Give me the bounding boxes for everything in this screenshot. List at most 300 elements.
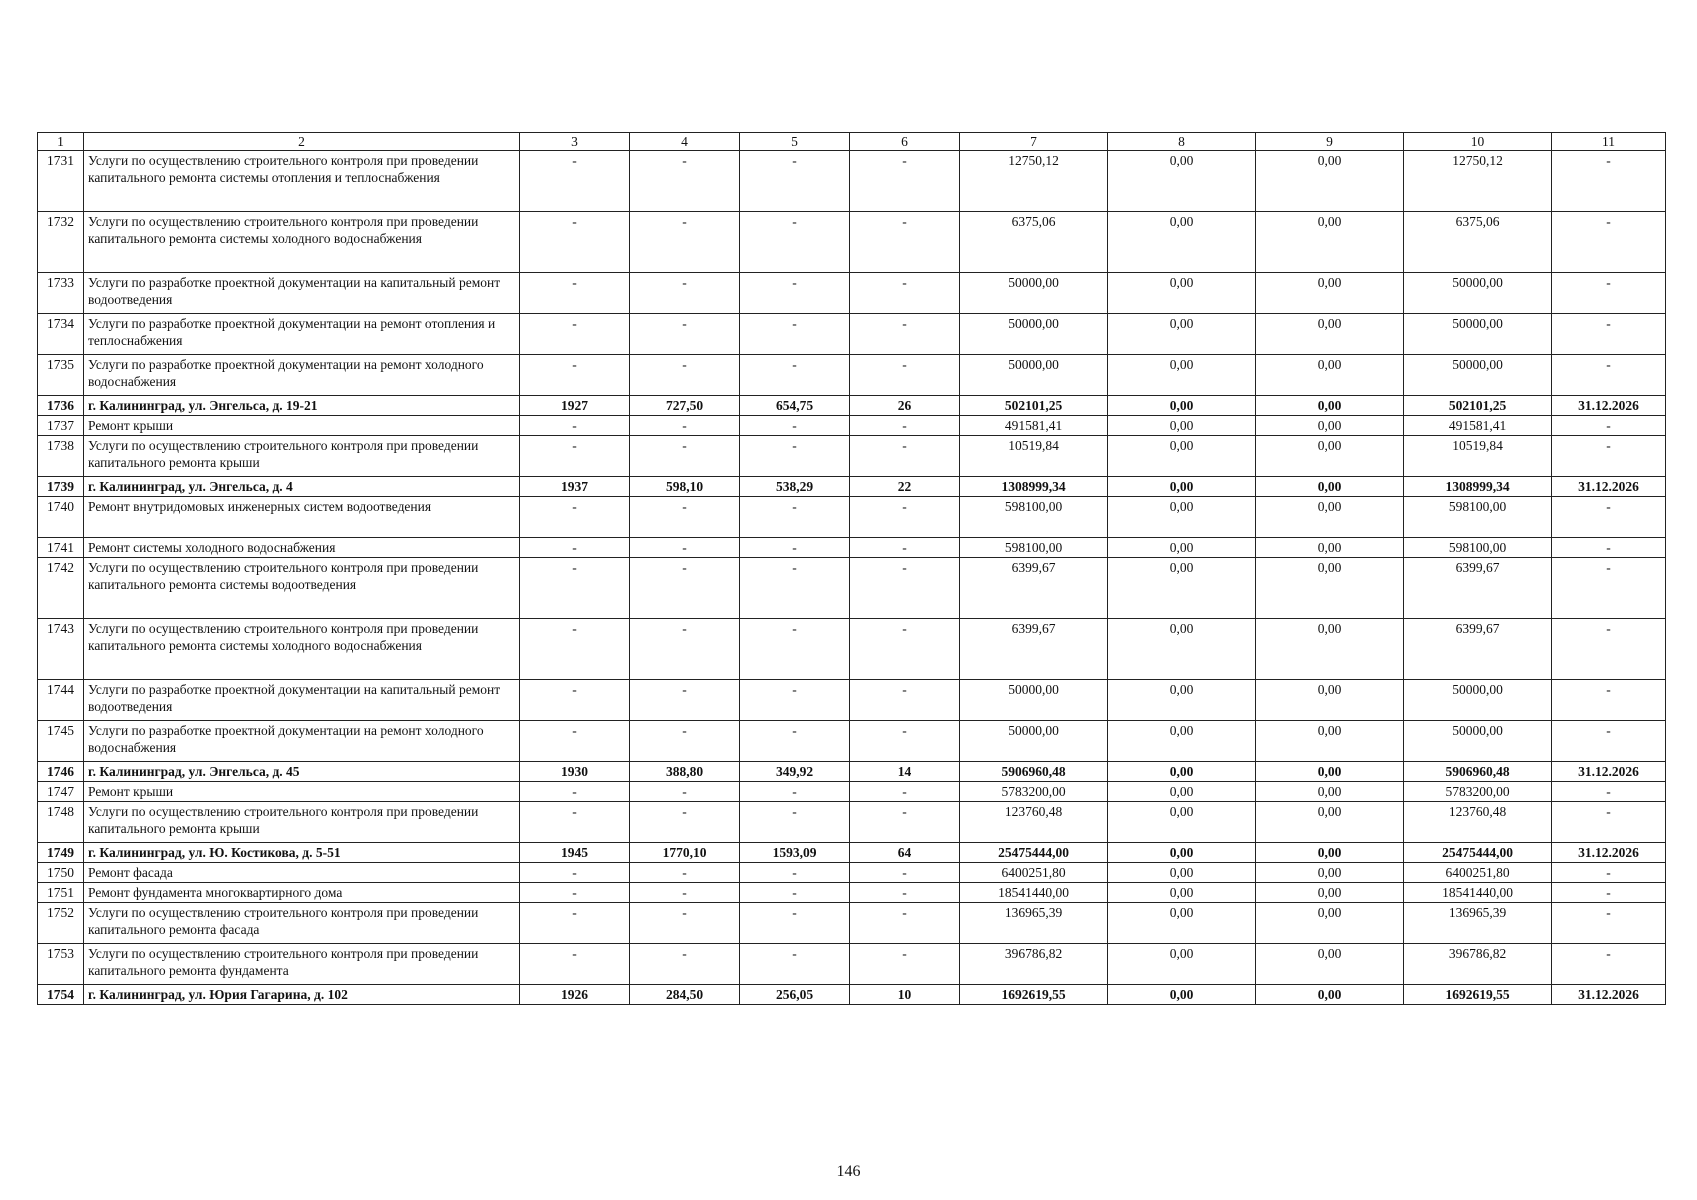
total-cost: 12750,12 [960,151,1108,212]
total-cost: 123760,48 [960,802,1108,843]
row-number: 1742 [38,558,84,619]
total-cost: 50000,00 [960,355,1108,396]
owner-cost: 123760,48 [1404,802,1552,843]
completion-date: - [1552,558,1666,619]
living-area: - [740,558,850,619]
work-row [38,619,1666,680]
total-area: - [630,416,740,436]
work-description: Услуги по разработке проектной документации на ремонт отопления и теплоснабжения [84,314,520,355]
year-built: 1927 [520,396,630,416]
year-built: - [520,212,630,273]
work-row [38,436,1666,477]
other-cost: 0,00 [1256,782,1404,802]
residents: 14 [850,762,960,782]
work-description: г. Калининград, ул. Энгельса, д. 19-21 [84,396,520,416]
completion-date: - [1552,721,1666,762]
other-cost: 0,00 [1256,355,1404,396]
living-area: - [740,944,850,985]
other-cost: 0,00 [1256,497,1404,538]
work-row [38,355,1666,396]
work-description: Ремонт системы холодного водоснабжения [84,538,520,558]
row-number: 1743 [38,619,84,680]
completion-date: - [1552,782,1666,802]
work-description: г. Калининград, ул. Энгельса, д. 4 [84,477,520,497]
owner-cost: 502101,25 [1404,396,1552,416]
living-area: - [740,273,850,314]
row-number: 1738 [38,436,84,477]
work-row [38,314,1666,355]
owner-cost: 10519,84 [1404,436,1552,477]
fund-cost: 0,00 [1108,762,1256,782]
other-cost: 0,00 [1256,314,1404,355]
residents: - [850,314,960,355]
residents: - [850,883,960,903]
column-number: 4 [630,133,740,151]
total-cost: 5906960,48 [960,762,1108,782]
residents: - [850,355,960,396]
total-area: - [630,802,740,843]
completion-date: - [1552,416,1666,436]
work-description: г. Калининград, ул. Юрия Гагарина, д. 102 [84,985,520,1005]
fund-cost: 0,00 [1108,477,1256,497]
year-built: - [520,497,630,538]
owner-cost: 6400251,80 [1404,863,1552,883]
total-cost: 598100,00 [960,538,1108,558]
completion-date: - [1552,314,1666,355]
row-number: 1745 [38,721,84,762]
work-description: Ремонт крыши [84,416,520,436]
owner-cost: 50000,00 [1404,680,1552,721]
year-built: - [520,619,630,680]
total-cost: 50000,00 [960,680,1108,721]
total-area: - [630,721,740,762]
total-cost: 18541440,00 [960,883,1108,903]
row-number: 1736 [38,396,84,416]
total-area: - [630,355,740,396]
owner-cost: 6399,67 [1404,558,1552,619]
completion-date: - [1552,944,1666,985]
other-cost: 0,00 [1256,538,1404,558]
residents: - [850,863,960,883]
row-number: 1753 [38,944,84,985]
living-area: 349,92 [740,762,850,782]
total-area: - [630,497,740,538]
row-number: 1737 [38,416,84,436]
living-area: - [740,782,850,802]
owner-cost: 6375,06 [1404,212,1552,273]
column-number: 8 [1108,133,1256,151]
total-cost: 5783200,00 [960,782,1108,802]
owner-cost: 5783200,00 [1404,782,1552,802]
living-area: - [740,883,850,903]
residents: - [850,619,960,680]
living-area: - [740,680,850,721]
owner-cost: 1692619,55 [1404,985,1552,1005]
total-cost: 1308999,34 [960,477,1108,497]
year-built: - [520,944,630,985]
work-row [38,944,1666,985]
living-area: 654,75 [740,396,850,416]
fund-cost: 0,00 [1108,883,1256,903]
completion-date: 31.12.2026 [1552,762,1666,782]
work-row [38,883,1666,903]
row-number: 1744 [38,680,84,721]
work-row [38,212,1666,273]
other-cost: 0,00 [1256,762,1404,782]
year-built: - [520,273,630,314]
living-area: - [740,802,850,843]
completion-date: - [1552,151,1666,212]
work-description: Услуги по осуществлению строительного контроля при проведении капитального ремонта фасада [84,903,520,944]
column-number: 6 [850,133,960,151]
living-area: - [740,314,850,355]
column-number: 5 [740,133,850,151]
living-area: - [740,721,850,762]
other-cost: 0,00 [1256,396,1404,416]
total-area: - [630,903,740,944]
residents: 26 [850,396,960,416]
completion-date: - [1552,863,1666,883]
total-area: 598,10 [630,477,740,497]
total-area: - [630,863,740,883]
total-area: - [630,782,740,802]
work-row [38,802,1666,843]
work-row [38,538,1666,558]
total-cost: 491581,41 [960,416,1108,436]
residents: - [850,721,960,762]
living-area: - [740,619,850,680]
owner-cost: 50000,00 [1404,314,1552,355]
row-number: 1752 [38,903,84,944]
living-area: - [740,538,850,558]
other-cost: 0,00 [1256,619,1404,680]
fund-cost: 0,00 [1108,416,1256,436]
fund-cost: 0,00 [1108,619,1256,680]
owner-cost: 18541440,00 [1404,883,1552,903]
column-number: 3 [520,133,630,151]
owner-cost: 50000,00 [1404,355,1552,396]
total-area: - [630,619,740,680]
year-built: - [520,883,630,903]
work-description: Услуги по разработке проектной документации на ремонт холодного водоснабжения [84,355,520,396]
fund-cost: 0,00 [1108,802,1256,843]
total-cost: 6375,06 [960,212,1108,273]
living-area: - [740,355,850,396]
residents: - [850,436,960,477]
living-area: - [740,212,850,273]
other-cost: 0,00 [1256,721,1404,762]
year-built: - [520,802,630,843]
fund-cost: 0,00 [1108,782,1256,802]
completion-date: - [1552,355,1666,396]
total-cost: 6399,67 [960,619,1108,680]
row-number: 1740 [38,497,84,538]
other-cost: 0,00 [1256,883,1404,903]
residents: - [850,558,960,619]
living-area: 1593,09 [740,843,850,863]
residents: 10 [850,985,960,1005]
year-built: - [520,538,630,558]
other-cost: 0,00 [1256,944,1404,985]
total-area: 284,50 [630,985,740,1005]
completion-date: - [1552,538,1666,558]
row-number: 1732 [38,212,84,273]
owner-cost: 136965,39 [1404,903,1552,944]
residents: - [850,416,960,436]
work-description: Ремонт фасада [84,863,520,883]
fund-cost: 0,00 [1108,843,1256,863]
total-area: - [630,538,740,558]
work-row [38,416,1666,436]
residents: - [850,538,960,558]
year-built: - [520,436,630,477]
residents: - [850,802,960,843]
row-number: 1749 [38,843,84,863]
completion-date: - [1552,436,1666,477]
work-row [38,151,1666,212]
year-built: - [520,863,630,883]
column-number-row [38,133,1666,151]
address-row [38,843,1666,863]
owner-cost: 598100,00 [1404,497,1552,538]
document-page [37,132,1665,1005]
address-row [38,477,1666,497]
owner-cost: 491581,41 [1404,416,1552,436]
residents: - [850,680,960,721]
fund-cost: 0,00 [1108,721,1256,762]
completion-date: - [1552,680,1666,721]
other-cost: 0,00 [1256,477,1404,497]
residents: - [850,212,960,273]
table-body [38,151,1666,1005]
work-description: Услуги по разработке проектной документации на капитальный ремонт водоотведения [84,680,520,721]
total-area: 727,50 [630,396,740,416]
residents: 22 [850,477,960,497]
living-area: - [740,903,850,944]
row-number: 1750 [38,863,84,883]
other-cost: 0,00 [1256,212,1404,273]
row-number: 1733 [38,273,84,314]
completion-date: 31.12.2026 [1552,985,1666,1005]
year-built: - [520,314,630,355]
living-area: - [740,497,850,538]
completion-date: 31.12.2026 [1552,396,1666,416]
year-built: - [520,903,630,944]
column-number: 10 [1404,133,1552,151]
total-cost: 502101,25 [960,396,1108,416]
fund-cost: 0,00 [1108,355,1256,396]
fund-cost: 0,00 [1108,151,1256,212]
total-area: - [630,151,740,212]
work-row [38,863,1666,883]
living-area: - [740,436,850,477]
living-area: 256,05 [740,985,850,1005]
fund-cost: 0,00 [1108,497,1256,538]
living-area: - [740,416,850,436]
residents: - [850,497,960,538]
fund-cost: 0,00 [1108,558,1256,619]
work-row [38,273,1666,314]
row-number: 1748 [38,802,84,843]
column-number: 9 [1256,133,1404,151]
work-description: Услуги по осуществлению строительного контроля при проведении капитального ремонта системы водоотведения [84,558,520,619]
row-number: 1735 [38,355,84,396]
other-cost: 0,00 [1256,903,1404,944]
fund-cost: 0,00 [1108,436,1256,477]
owner-cost: 50000,00 [1404,721,1552,762]
total-area: - [630,944,740,985]
completion-date: - [1552,903,1666,944]
fund-cost: 0,00 [1108,212,1256,273]
year-built: - [520,416,630,436]
owner-cost: 5906960,48 [1404,762,1552,782]
fund-cost: 0,00 [1108,273,1256,314]
total-area: 388,80 [630,762,740,782]
row-number: 1751 [38,883,84,903]
other-cost: 0,00 [1256,151,1404,212]
other-cost: 0,00 [1256,680,1404,721]
column-number: 7 [960,133,1108,151]
owner-cost: 25475444,00 [1404,843,1552,863]
year-built: - [520,355,630,396]
row-number: 1754 [38,985,84,1005]
owner-cost: 50000,00 [1404,273,1552,314]
work-description: Ремонт фундамента многоквартирного дома [84,883,520,903]
column-number: 11 [1552,133,1666,151]
completion-date: - [1552,497,1666,538]
other-cost: 0,00 [1256,436,1404,477]
fund-cost: 0,00 [1108,396,1256,416]
total-cost: 50000,00 [960,721,1108,762]
work-row [38,497,1666,538]
work-row [38,721,1666,762]
residents: - [850,903,960,944]
fund-cost: 0,00 [1108,863,1256,883]
column-number: 2 [84,133,520,151]
work-row [38,782,1666,802]
work-row [38,903,1666,944]
total-area: - [630,436,740,477]
total-cost: 396786,82 [960,944,1108,985]
work-description: Ремонт внутридомовых инженерных систем водоотведения [84,497,520,538]
year-built: - [520,782,630,802]
year-built: 1930 [520,762,630,782]
total-cost: 25475444,00 [960,843,1108,863]
work-description: Услуги по осуществлению строительного контроля при проведении капитального ремонта крыши [84,436,520,477]
repair-program-table [37,132,1666,1005]
row-number: 1734 [38,314,84,355]
total-cost: 50000,00 [960,273,1108,314]
year-built: - [520,680,630,721]
other-cost: 0,00 [1256,863,1404,883]
fund-cost: 0,00 [1108,944,1256,985]
year-built: 1926 [520,985,630,1005]
other-cost: 0,00 [1256,273,1404,314]
page-number: 146 [836,1163,861,1180]
work-row [38,680,1666,721]
fund-cost: 0,00 [1108,314,1256,355]
year-built: 1937 [520,477,630,497]
total-area: - [630,883,740,903]
owner-cost: 1308999,34 [1404,477,1552,497]
other-cost: 0,00 [1256,558,1404,619]
total-cost: 6399,67 [960,558,1108,619]
total-area: - [630,680,740,721]
residents: 64 [850,843,960,863]
work-description: Услуги по осуществлению строительного контроля при проведении капитального ремонта системы холодного водоснабжения [84,212,520,273]
work-description: г. Калининград, ул. Энгельса, д. 45 [84,762,520,782]
completion-date: - [1552,883,1666,903]
owner-cost: 598100,00 [1404,538,1552,558]
total-area: - [630,212,740,273]
other-cost: 0,00 [1256,843,1404,863]
work-description: Ремонт крыши [84,782,520,802]
total-cost: 10519,84 [960,436,1108,477]
residents: - [850,782,960,802]
work-description: г. Калининград, ул. Ю. Костикова, д. 5-51 [84,843,520,863]
total-cost: 598100,00 [960,497,1108,538]
year-built: 1945 [520,843,630,863]
fund-cost: 0,00 [1108,985,1256,1005]
work-description: Услуги по осуществлению строительного контроля при проведении капитального ремонта крыши [84,802,520,843]
total-cost: 6400251,80 [960,863,1108,883]
total-cost: 136965,39 [960,903,1108,944]
owner-cost: 396786,82 [1404,944,1552,985]
row-number: 1739 [38,477,84,497]
completion-date: - [1552,802,1666,843]
owner-cost: 12750,12 [1404,151,1552,212]
address-row [38,985,1666,1005]
completion-date: - [1552,619,1666,680]
total-area: - [630,558,740,619]
work-description: Услуги по осуществлению строительного контроля при проведении капитального ремонта системы холодного водоснабжения [84,619,520,680]
residents: - [850,273,960,314]
total-area: - [630,314,740,355]
fund-cost: 0,00 [1108,680,1256,721]
address-row [38,762,1666,782]
year-built: - [520,558,630,619]
completion-date: 31.12.2026 [1552,477,1666,497]
residents: - [850,151,960,212]
address-row [38,396,1666,416]
total-cost: 50000,00 [960,314,1108,355]
row-number: 1731 [38,151,84,212]
owner-cost: 6399,67 [1404,619,1552,680]
work-description: Услуги по осуществлению строительного контроля при проведении капитального ремонта фундамента [84,944,520,985]
total-area: - [630,273,740,314]
other-cost: 0,00 [1256,985,1404,1005]
living-area: 538,29 [740,477,850,497]
row-number: 1747 [38,782,84,802]
other-cost: 0,00 [1256,802,1404,843]
year-built: - [520,721,630,762]
completion-date: 31.12.2026 [1552,843,1666,863]
total-cost: 1692619,55 [960,985,1108,1005]
year-built: - [520,151,630,212]
fund-cost: 0,00 [1108,903,1256,944]
work-row [38,558,1666,619]
row-number: 1741 [38,538,84,558]
work-description: Услуги по осуществлению строительного контроля при проведении капитального ремонта системы отопления и теплоснабжения [84,151,520,212]
other-cost: 0,00 [1256,416,1404,436]
completion-date: - [1552,212,1666,273]
work-description: Услуги по разработке проектной документации на ремонт холодного водоснабжения [84,721,520,762]
residents: - [850,944,960,985]
living-area: - [740,863,850,883]
living-area: - [740,151,850,212]
fund-cost: 0,00 [1108,538,1256,558]
column-number: 1 [38,133,84,151]
